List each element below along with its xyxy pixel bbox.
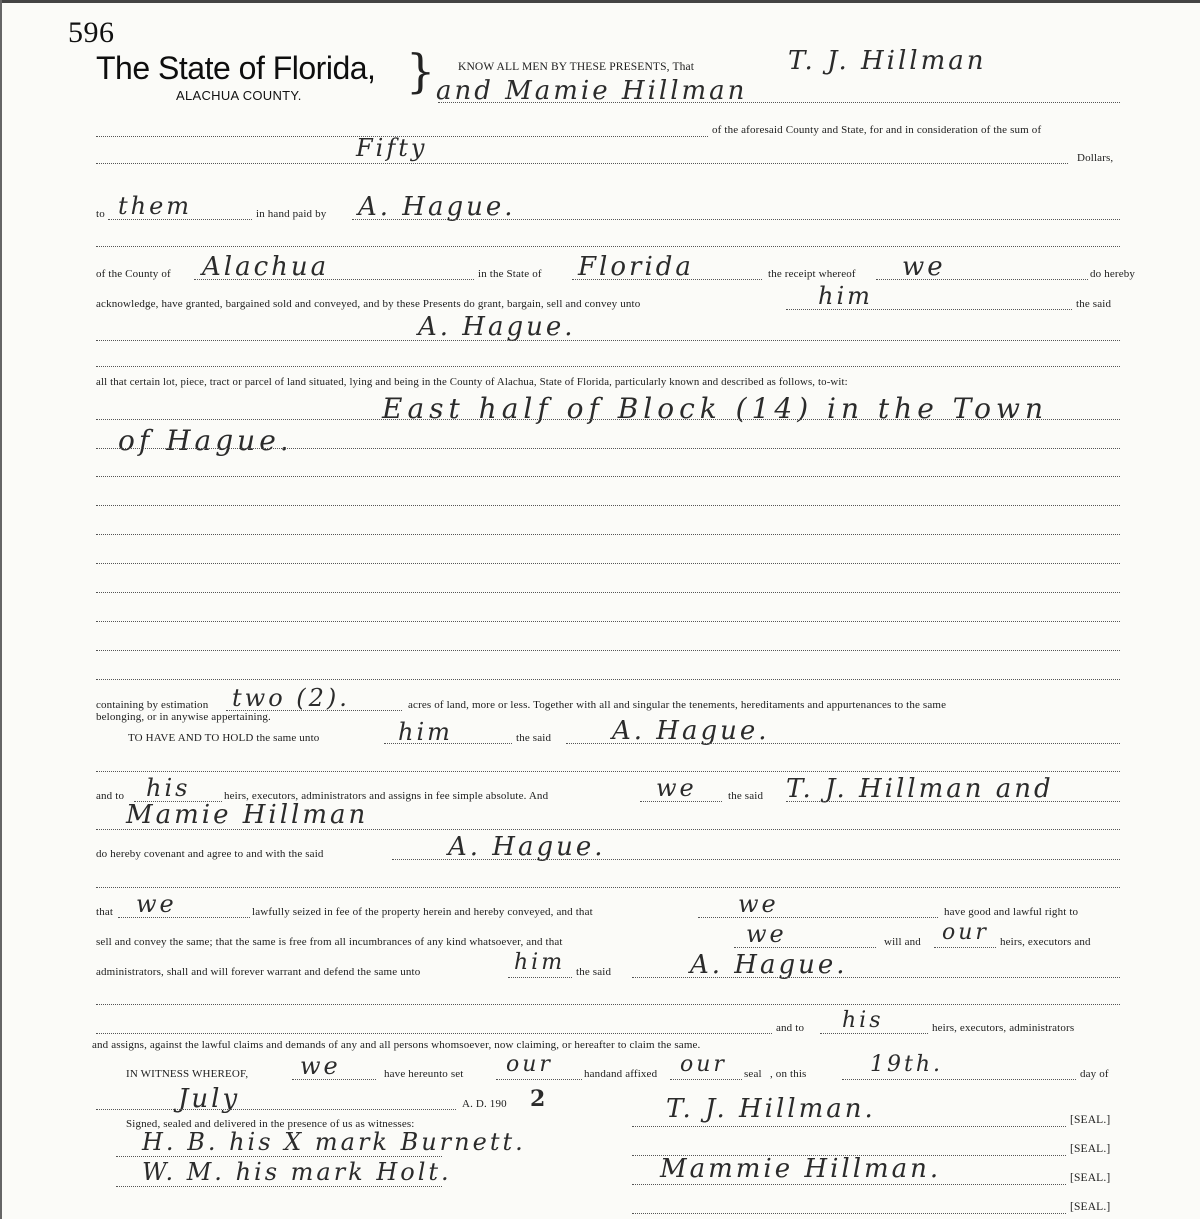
hw-signature1: T. J. Hillman. [666,1094,876,1124]
hw-our-hand: our [506,1052,553,1077]
line [96,650,1120,651]
line [96,621,1120,622]
county-heading: ALACHUA COUNTY. [176,88,302,103]
hw-year-digit: 2 [530,1086,549,1112]
line [572,279,762,280]
seal-label-2: [SEAL.] [1070,1143,1111,1155]
signature-line-3 [632,1184,1066,1185]
line [96,246,1120,247]
signed-sealed-text: Signed, sealed and delivered in the presence of us as witnesses: [126,1118,415,1130]
hw-grantee: A. Hague. [418,312,576,342]
belonging-text: belonging, or in anywise appertaining. [96,711,271,723]
line [96,476,1120,477]
line [194,279,474,280]
and-affixed-text: and affixed [606,1068,658,1080]
hw-unto: him [818,282,873,310]
line [820,1033,928,1034]
brace-mark: } [406,44,436,98]
sell-convey-text: sell and convey the same; that the same is free from all incumbrances of any kind whatsoever, and that [96,936,563,948]
line [118,917,250,918]
line [116,1156,442,1157]
in-hand-paid-text: in hand paid by [256,208,327,220]
hw-receipt-by: we [902,252,946,282]
hw-grantors-line1: T. J. Hillman and [786,774,1054,804]
the-said-text-3: the said [728,790,764,802]
line [392,859,1120,860]
line [96,163,1068,164]
line [96,419,1120,420]
hw-and-we: we [656,774,697,802]
line [96,366,1120,367]
will-and-text: will and [884,936,921,948]
hw-his: his [146,774,191,802]
line [786,309,1072,310]
signature-line-4 [632,1213,1066,1214]
receipt-whereof-text: the receipt whereof [768,268,856,280]
line [96,679,1120,680]
in-state-text: in the State of [478,268,542,280]
and-to-text-2: and to [776,1022,805,1034]
line [96,563,1120,564]
heirs-fee-text: heirs, executors, administrators and assigns in fee simple absolute. And [224,790,549,802]
day-of-text: day of [1080,1068,1109,1080]
line [734,947,876,948]
line [96,340,1120,341]
line [96,448,1120,449]
ad-text: A. D. 190 [462,1098,507,1110]
dollars-text: Dollars, [1077,152,1114,164]
and-assigns-text: and assigns, against the lawful claims and demands of any and all persons whomsoever, now claiming, or hereafter to claim the same. [92,1039,701,1051]
heirs-exec-and-text: heirs, executors and [1000,936,1091,948]
page-edge-top [0,0,1200,3]
line [96,505,1120,506]
the-said-text-4: the said [576,966,612,978]
hw-and-that-we: we [738,890,779,918]
hw-grantor2: and Mamie Hillman [436,76,748,106]
seal-label-1: [SEAL.] [1070,1114,1111,1126]
page-number: 596 [68,16,115,49]
hw-defend-grantee: A. Hague. [690,950,848,980]
hw-day: 19th. [870,1052,943,1077]
hw-our-seal: our [680,1052,727,1077]
state-title: The State of Florida, [96,50,376,86]
hw-hold-unto: him [398,718,453,746]
hw-to-whom: them [118,192,193,220]
line [640,801,722,802]
line [566,743,1120,744]
hw-grantor1: T. J. Hillman [788,46,987,76]
line [96,887,1120,888]
line [96,1033,772,1034]
know-all-men: KNOW ALL MEN BY THESE PRESENTS, That [458,61,695,73]
have-hereunto-text: have hereunto set [384,1068,464,1080]
hw-witness-we: we [300,1052,341,1080]
line [632,977,1120,978]
signature-line-1 [632,1126,1066,1127]
that-text: that [96,906,114,918]
line [96,829,1120,830]
line [96,534,1120,535]
in-witness-text: IN WITNESS WHEREOF, [126,1068,249,1080]
line [116,1186,442,1187]
hw-that-we: we [136,890,177,918]
lawfully-seized-text: lawfully seized in fee of the property herein and hereby conveyed, and that [252,906,593,918]
line [496,1079,582,1080]
on-this-text: , on this [770,1068,807,1080]
containing-text: containing by estimation [96,699,209,711]
acres-text: acres of land, more or less. Together with all and singular the tenements, hereditaments and appurtenances to the same [408,699,947,711]
of-aforesaid-text: of the aforesaid County and State, for and in consideration of the sum of [712,124,1042,136]
hw-paid-by: A. Hague. [358,192,516,222]
acknowledge-text: acknowledge, have granted, bargained sold and conveyed, and by these Presents do grant, bargain, sell and convey unto [96,298,641,310]
hw-his2: his [842,1008,884,1033]
hw-our-heirs: our [942,920,989,945]
line [508,977,572,978]
line [96,592,1120,593]
line [876,279,1088,280]
the-said-text-2: the said [516,732,552,744]
of-county-text: of the County of [96,268,171,280]
line [108,219,252,220]
hw-month: July [178,1084,241,1114]
page-edge-left [0,0,2,1219]
hw-witness1: H. B. his X mark Burnett. [142,1128,526,1156]
hw-acreage: two (2). [232,684,350,712]
have-good-text: have good and lawful right to [944,906,1079,918]
do-hereby-text: do hereby [1090,268,1136,280]
the-said-text-1: the said [1076,298,1112,310]
hw-description-1: East half of Block (14) in the Town [382,392,1049,425]
to-have-text: TO HAVE AND TO HOLD the same unto [128,732,320,744]
line [384,743,512,744]
hw-state: Florida [578,252,694,282]
heirs-exec-admin-text: heirs, executors, administrators [932,1022,1075,1034]
hw-grantors-line2: Mamie Hillman [126,800,369,830]
line [934,947,996,948]
line [96,1109,456,1110]
line [842,1079,1076,1080]
line [786,801,1120,802]
to-text: to [96,208,105,220]
line [96,1004,1120,1005]
hw-county: Alachua [202,252,330,282]
hw-description-2: of Hague. [118,424,293,457]
seal-label-4: [SEAL.] [1070,1201,1111,1213]
covenant-text: do hereby covenant and agree to and with the said [96,848,324,860]
hw-sum: Fifty [356,134,428,162]
line [96,771,1120,772]
hand-text: hand [584,1068,606,1080]
hw-witness2: W. M. his mark Holt. [142,1158,452,1186]
hw-signature2: Mammie Hillman. [660,1154,942,1184]
seal-label-3: [SEAL.] [1070,1172,1111,1184]
line [698,917,938,918]
line [292,1079,376,1080]
line [670,1079,742,1080]
hw-defend-unto: him [514,950,566,975]
hw-hold-grantee: A. Hague. [612,716,770,746]
and-to-text-1: and to [96,790,125,802]
line [352,219,1120,220]
all-that-text: all that certain lot, piece, tract or parcel of land situated, lying and being in the County of Alachua, State of Florida, particularly known and described as follows, to-wit: [96,376,848,388]
hw-covenant-with: A. Hague. [448,832,606,862]
hw-and-that-we2: we [746,920,787,948]
seal-text: seal [744,1068,762,1080]
administrators-text: administrators, shall and will forever warrant and defend the same unto [96,966,421,978]
